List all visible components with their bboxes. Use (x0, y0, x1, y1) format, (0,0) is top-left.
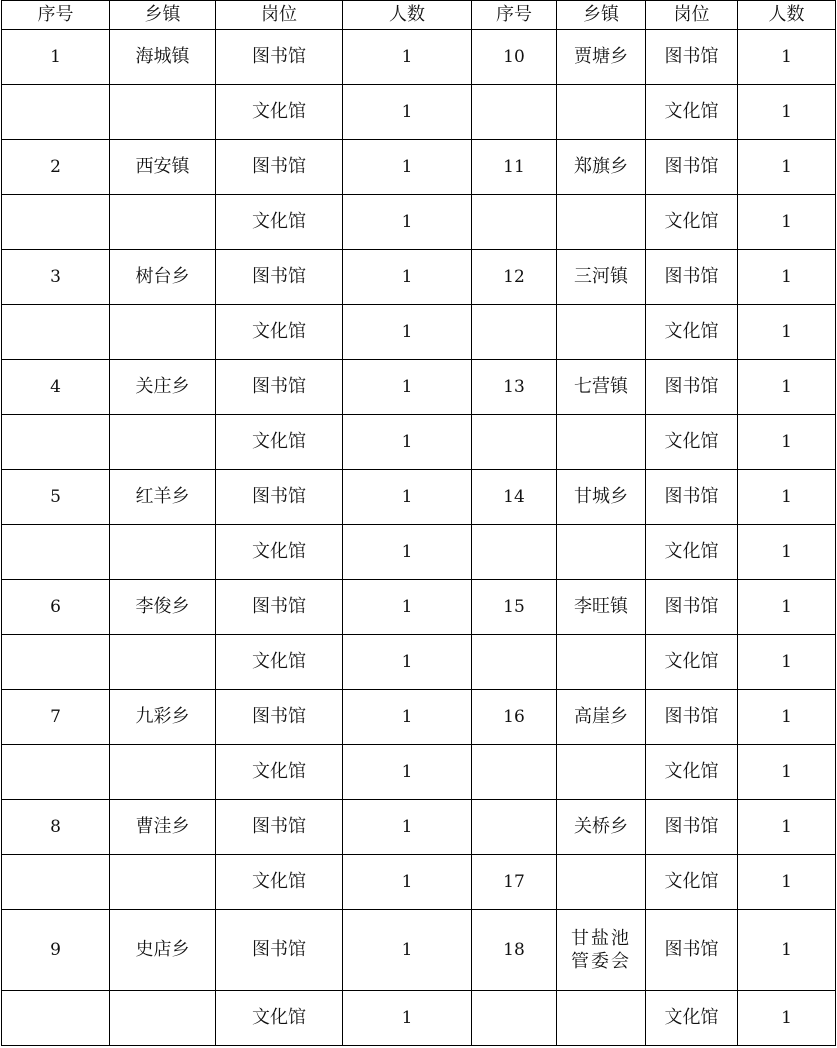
cell-town (110, 305, 216, 360)
cell-count: 1 (343, 690, 472, 745)
table-row (2, 690, 836, 745)
cell-count: 1 (343, 470, 472, 525)
cell-seq (472, 800, 557, 855)
cell-seq (2, 855, 110, 910)
cell-seq (472, 991, 557, 1046)
cell-town (110, 745, 216, 800)
table-row (2, 745, 836, 800)
cell-post: 图书馆 (216, 140, 343, 195)
cell-town: 甘城乡 (557, 470, 646, 525)
cell-count: 1 (738, 635, 836, 690)
cell-seq (472, 525, 557, 580)
cell-count: 1 (738, 140, 836, 195)
cell-town (557, 195, 646, 250)
cell-count: 1 (343, 415, 472, 470)
table-row (2, 991, 836, 1046)
header-seq-left: 序号 (2, 1, 110, 30)
table-row (2, 580, 836, 635)
cell-seq (2, 85, 110, 140)
cell-town (557, 635, 646, 690)
header-count-right: 人数 (738, 1, 836, 30)
cell-post: 文化馆 (216, 85, 343, 140)
cell-post: 文化馆 (216, 635, 343, 690)
cell-post: 文化馆 (646, 525, 738, 580)
cell-town: 三河镇 (557, 250, 646, 305)
cell-seq (472, 305, 557, 360)
town-line-2: 管委会 (571, 951, 631, 972)
cell-post: 文化馆 (216, 745, 343, 800)
cell-post: 图书馆 (646, 470, 738, 525)
cell-post: 文化馆 (216, 195, 343, 250)
cell-seq: 16 (472, 690, 557, 745)
cell-seq (472, 195, 557, 250)
cell-seq (2, 525, 110, 580)
cell-count: 1 (738, 690, 836, 745)
cell-town: 红羊乡 (110, 470, 216, 525)
cell-post: 文化馆 (646, 415, 738, 470)
cell-town: 关庄乡 (110, 360, 216, 415)
cell-post: 文化馆 (216, 305, 343, 360)
cell-post: 图书馆 (646, 690, 738, 745)
cell-town: 史店乡 (110, 910, 216, 991)
header-seq-right: 序号 (472, 1, 557, 30)
cell-post: 文化馆 (646, 635, 738, 690)
header-town-right: 乡镇 (557, 1, 646, 30)
cell-town (557, 525, 646, 580)
cell-count: 1 (343, 30, 472, 85)
table-row (2, 360, 836, 415)
table-row (2, 470, 836, 525)
cell-town: 七营镇 (557, 360, 646, 415)
cell-count: 1 (738, 745, 836, 800)
cell-town (557, 85, 646, 140)
cell-town (110, 195, 216, 250)
cell-post: 文化馆 (646, 991, 738, 1046)
cell-count: 1 (343, 910, 472, 991)
cell-seq: 12 (472, 250, 557, 305)
cell-post: 文化馆 (216, 525, 343, 580)
cell-town (557, 991, 646, 1046)
cell-town: 贾塘乡 (557, 30, 646, 85)
cell-town: 曹洼乡 (110, 800, 216, 855)
cell-count: 1 (738, 195, 836, 250)
cell-count: 1 (343, 991, 472, 1046)
cell-count: 1 (738, 30, 836, 85)
cell-seq (2, 305, 110, 360)
table-row (2, 140, 836, 195)
cell-seq (2, 635, 110, 690)
cell-town: 李旺镇 (557, 580, 646, 635)
cell-post: 图书馆 (216, 360, 343, 415)
cell-count: 1 (343, 580, 472, 635)
table-row (2, 855, 836, 910)
cell-post: 图书馆 (646, 360, 738, 415)
staffing-table (1, 0, 836, 1046)
cell-seq (2, 195, 110, 250)
cell-count: 1 (738, 360, 836, 415)
cell-seq: 11 (472, 140, 557, 195)
cell-town (557, 305, 646, 360)
cell-town (110, 415, 216, 470)
cell-post: 文化馆 (646, 305, 738, 360)
cell-post: 图书馆 (216, 800, 343, 855)
cell-count: 1 (738, 991, 836, 1046)
header-town-left: 乡镇 (110, 1, 216, 30)
cell-seq: 3 (2, 250, 110, 305)
header-count-left: 人数 (343, 1, 472, 30)
cell-town (557, 910, 646, 991)
cell-post: 文化馆 (216, 855, 343, 910)
table-row (2, 525, 836, 580)
cell-post: 文化馆 (646, 85, 738, 140)
cell-count: 1 (738, 910, 836, 991)
cell-count: 1 (738, 415, 836, 470)
cell-seq: 9 (2, 910, 110, 991)
cell-seq (2, 415, 110, 470)
cell-count: 1 (738, 525, 836, 580)
cell-seq: 17 (472, 855, 557, 910)
header-post-left: 岗位 (216, 1, 343, 30)
cell-seq (472, 745, 557, 800)
cell-count: 1 (738, 305, 836, 360)
cell-count: 1 (738, 580, 836, 635)
header-row (2, 1, 836, 30)
cell-town (110, 525, 216, 580)
cell-seq: 10 (472, 30, 557, 85)
cell-town (110, 85, 216, 140)
cell-town (557, 415, 646, 470)
cell-post: 图书馆 (646, 910, 738, 991)
cell-count: 1 (738, 85, 836, 140)
cell-post: 图书馆 (216, 30, 343, 85)
cell-seq (2, 991, 110, 1046)
table-row (2, 85, 836, 140)
cell-post: 文化馆 (646, 855, 738, 910)
cell-post: 图书馆 (216, 910, 343, 991)
header-post-right: 岗位 (646, 1, 738, 30)
cell-seq (472, 635, 557, 690)
cell-seq: 4 (2, 360, 110, 415)
cell-seq: 1 (2, 30, 110, 85)
cell-post: 图书馆 (646, 140, 738, 195)
cell-seq: 15 (472, 580, 557, 635)
cell-town: 郑旗乡 (557, 140, 646, 195)
cell-post: 图书馆 (216, 470, 343, 525)
cell-seq: 18 (472, 910, 557, 991)
cell-post: 图书馆 (216, 250, 343, 305)
table-row (2, 910, 836, 991)
cell-post: 图书馆 (646, 580, 738, 635)
table-row (2, 800, 836, 855)
table-row (2, 415, 836, 470)
table-row (2, 305, 836, 360)
cell-seq: 14 (472, 470, 557, 525)
cell-town: 西安镇 (110, 140, 216, 195)
cell-count: 1 (738, 855, 836, 910)
cell-post: 文化馆 (646, 745, 738, 800)
cell-count: 1 (343, 250, 472, 305)
table-body (2, 30, 836, 1046)
cell-seq: 13 (472, 360, 557, 415)
cell-town (110, 635, 216, 690)
cell-count: 1 (343, 855, 472, 910)
cell-post: 文化馆 (646, 195, 738, 250)
cell-count: 1 (738, 250, 836, 305)
cell-seq: 8 (2, 800, 110, 855)
cell-town (557, 855, 646, 910)
cell-count: 1 (343, 140, 472, 195)
cell-town: 海城镇 (110, 30, 216, 85)
cell-town (110, 991, 216, 1046)
cell-post: 图书馆 (646, 30, 738, 85)
cell-town: 高崖乡 (557, 690, 646, 745)
table-row (2, 250, 836, 305)
cell-count: 1 (343, 195, 472, 250)
cell-count: 1 (343, 305, 472, 360)
town-line-1: 甘盐池 (571, 927, 631, 949)
cell-town: 关桥乡 (557, 800, 646, 855)
cell-town: 李俊乡 (110, 580, 216, 635)
cell-town: 树台乡 (110, 250, 216, 305)
cell-seq (472, 85, 557, 140)
table-row (2, 635, 836, 690)
cell-post: 文化馆 (216, 415, 343, 470)
table-row (2, 30, 836, 85)
cell-seq (2, 745, 110, 800)
cell-count: 1 (343, 85, 472, 140)
cell-town (110, 855, 216, 910)
cell-seq (472, 415, 557, 470)
cell-post: 文化馆 (216, 991, 343, 1046)
cell-count: 1 (343, 745, 472, 800)
cell-post: 图书馆 (216, 580, 343, 635)
cell-seq: 2 (2, 140, 110, 195)
cell-seq: 6 (2, 580, 110, 635)
cell-town (557, 745, 646, 800)
cell-count: 1 (738, 470, 836, 525)
cell-count: 1 (343, 525, 472, 580)
cell-count: 1 (343, 360, 472, 415)
cell-seq: 7 (2, 690, 110, 745)
table-row (2, 195, 836, 250)
cell-post: 图书馆 (646, 800, 738, 855)
cell-post: 图书馆 (646, 250, 738, 305)
cell-count: 1 (343, 800, 472, 855)
cell-town: 九彩乡 (110, 690, 216, 745)
cell-count: 1 (738, 800, 836, 855)
cell-seq: 5 (2, 470, 110, 525)
cell-count: 1 (343, 635, 472, 690)
cell-post: 图书馆 (216, 690, 343, 745)
